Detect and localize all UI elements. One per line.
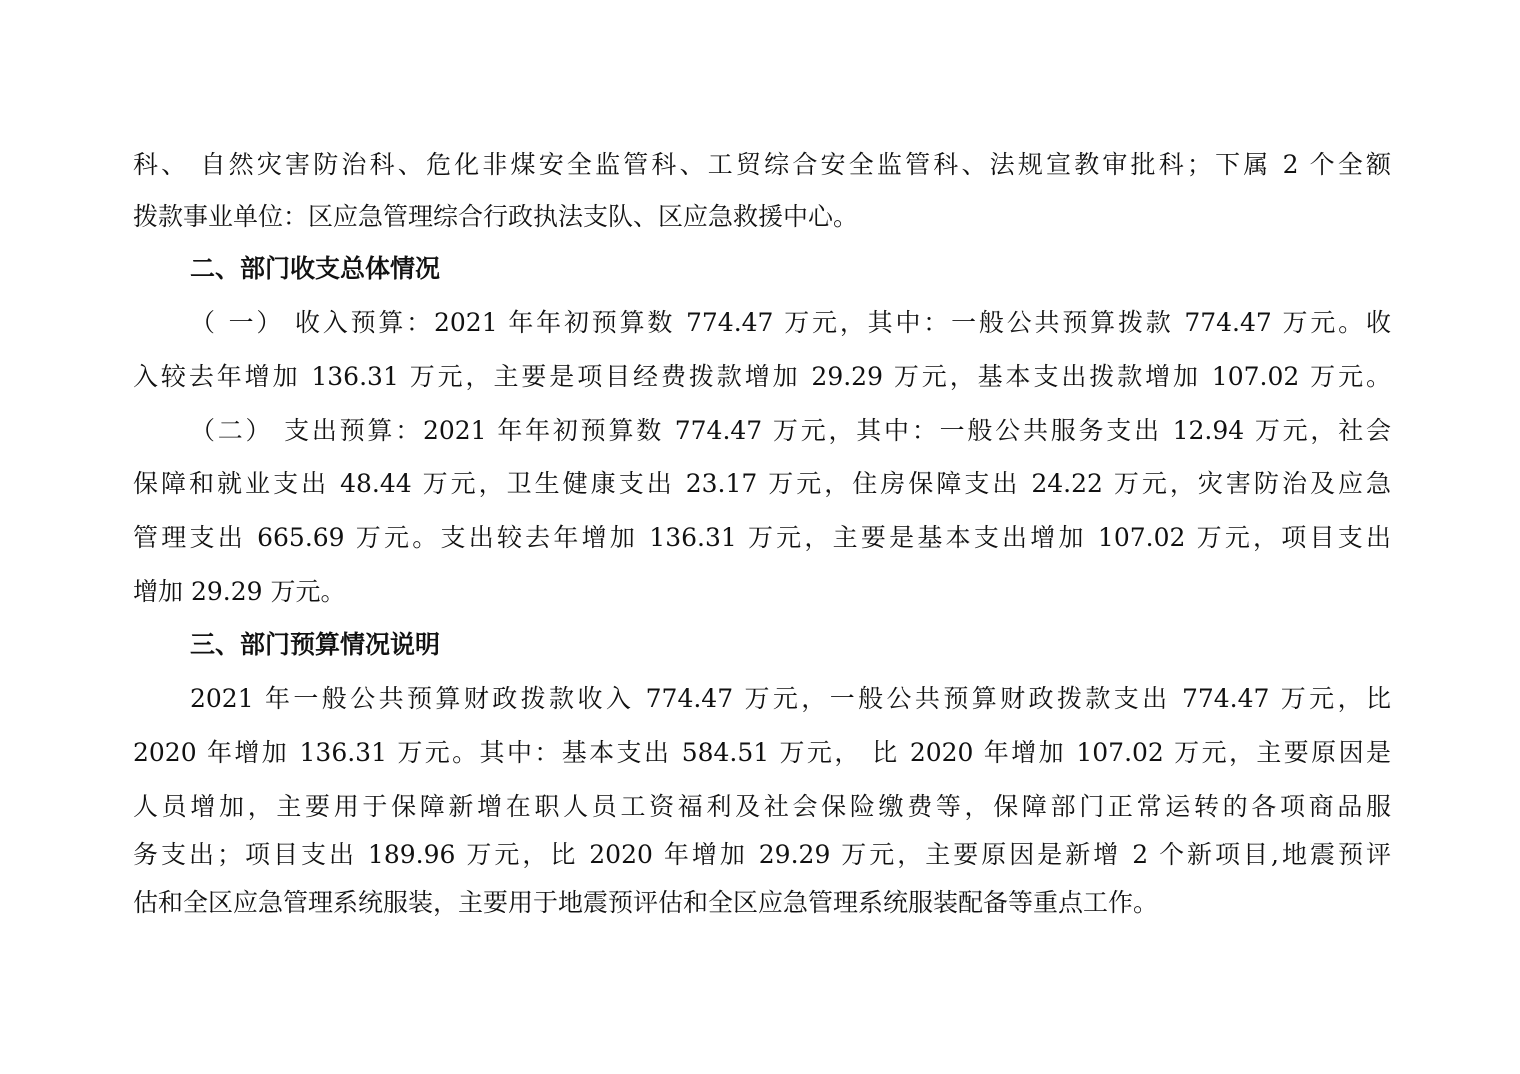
paragraph-line: 务支出；项目支出 189.96 万元，比 2020 年增加 29.29 万元，主要原因是新增 2 个新项目,地震预评 [133, 840, 1391, 869]
paragraph-line: 管理支出 665.69 万元。支出较去年增加 136.31 万元，主要是基本支出增加 107.02 万元，项目支出 [133, 523, 1391, 552]
paragraph-line: 2020 年增加 136.31 万元。其中：基本支出 584.51 万元， 比 2020 年增加 107.02 万元，主要原因是 [133, 738, 1391, 767]
paragraph-line: 人员增加，主要用于保障新增在职人员工资福利及社会保险缴费等，保障部门正常运转的各项商品服 [133, 792, 1391, 821]
paragraph-line: 2021 年一般公共预算财政拨款收入 774.47 万元，一般公共预算财政拨款支出 774.47 万元，比 [190, 684, 1391, 713]
paragraph-line: 科、 自然灾害防治科、危化非煤安全监管科、工贸综合安全监管科、法规宣教审批科；下属 2 个全额 [133, 150, 1391, 179]
paragraph-line: 保障和就业支出 48.44 万元，卫生健康支出 23.17 万元，住房保障支出 24.22 万元，灾害防治及应急 [133, 469, 1391, 498]
paragraph-line: 增加 29.29 万元。 [133, 577, 346, 606]
paragraph-line: 入较去年增加 136.31 万元，主要是项目经费拨款增加 29.29 万元，基本支出拨款增加 107.02 万元。 [133, 362, 1391, 391]
section-heading: 二、部门收支总体情况 [190, 254, 441, 283]
paragraph-line: 拨款事业单位：区应急管理综合行政执法支队、区应急救援中心。 [133, 202, 859, 231]
paragraph-line: （二） 支出预算：2021 年年初预算数 774.47 万元，其中：一般公共服务支出 12.94 万元，社会 [190, 416, 1391, 445]
paragraph-line: 估和全区应急管理系统服装，主要用于地震预评估和全区应急管理系统服装配备等重点工作。 [133, 888, 1159, 917]
paragraph-line: （ 一） 收入预算：2021 年年初预算数 774.47 万元，其中：一般公共预算拨款 774.47 万元。收 [190, 308, 1391, 337]
section-heading: 三、部门预算情况说明 [190, 630, 441, 659]
